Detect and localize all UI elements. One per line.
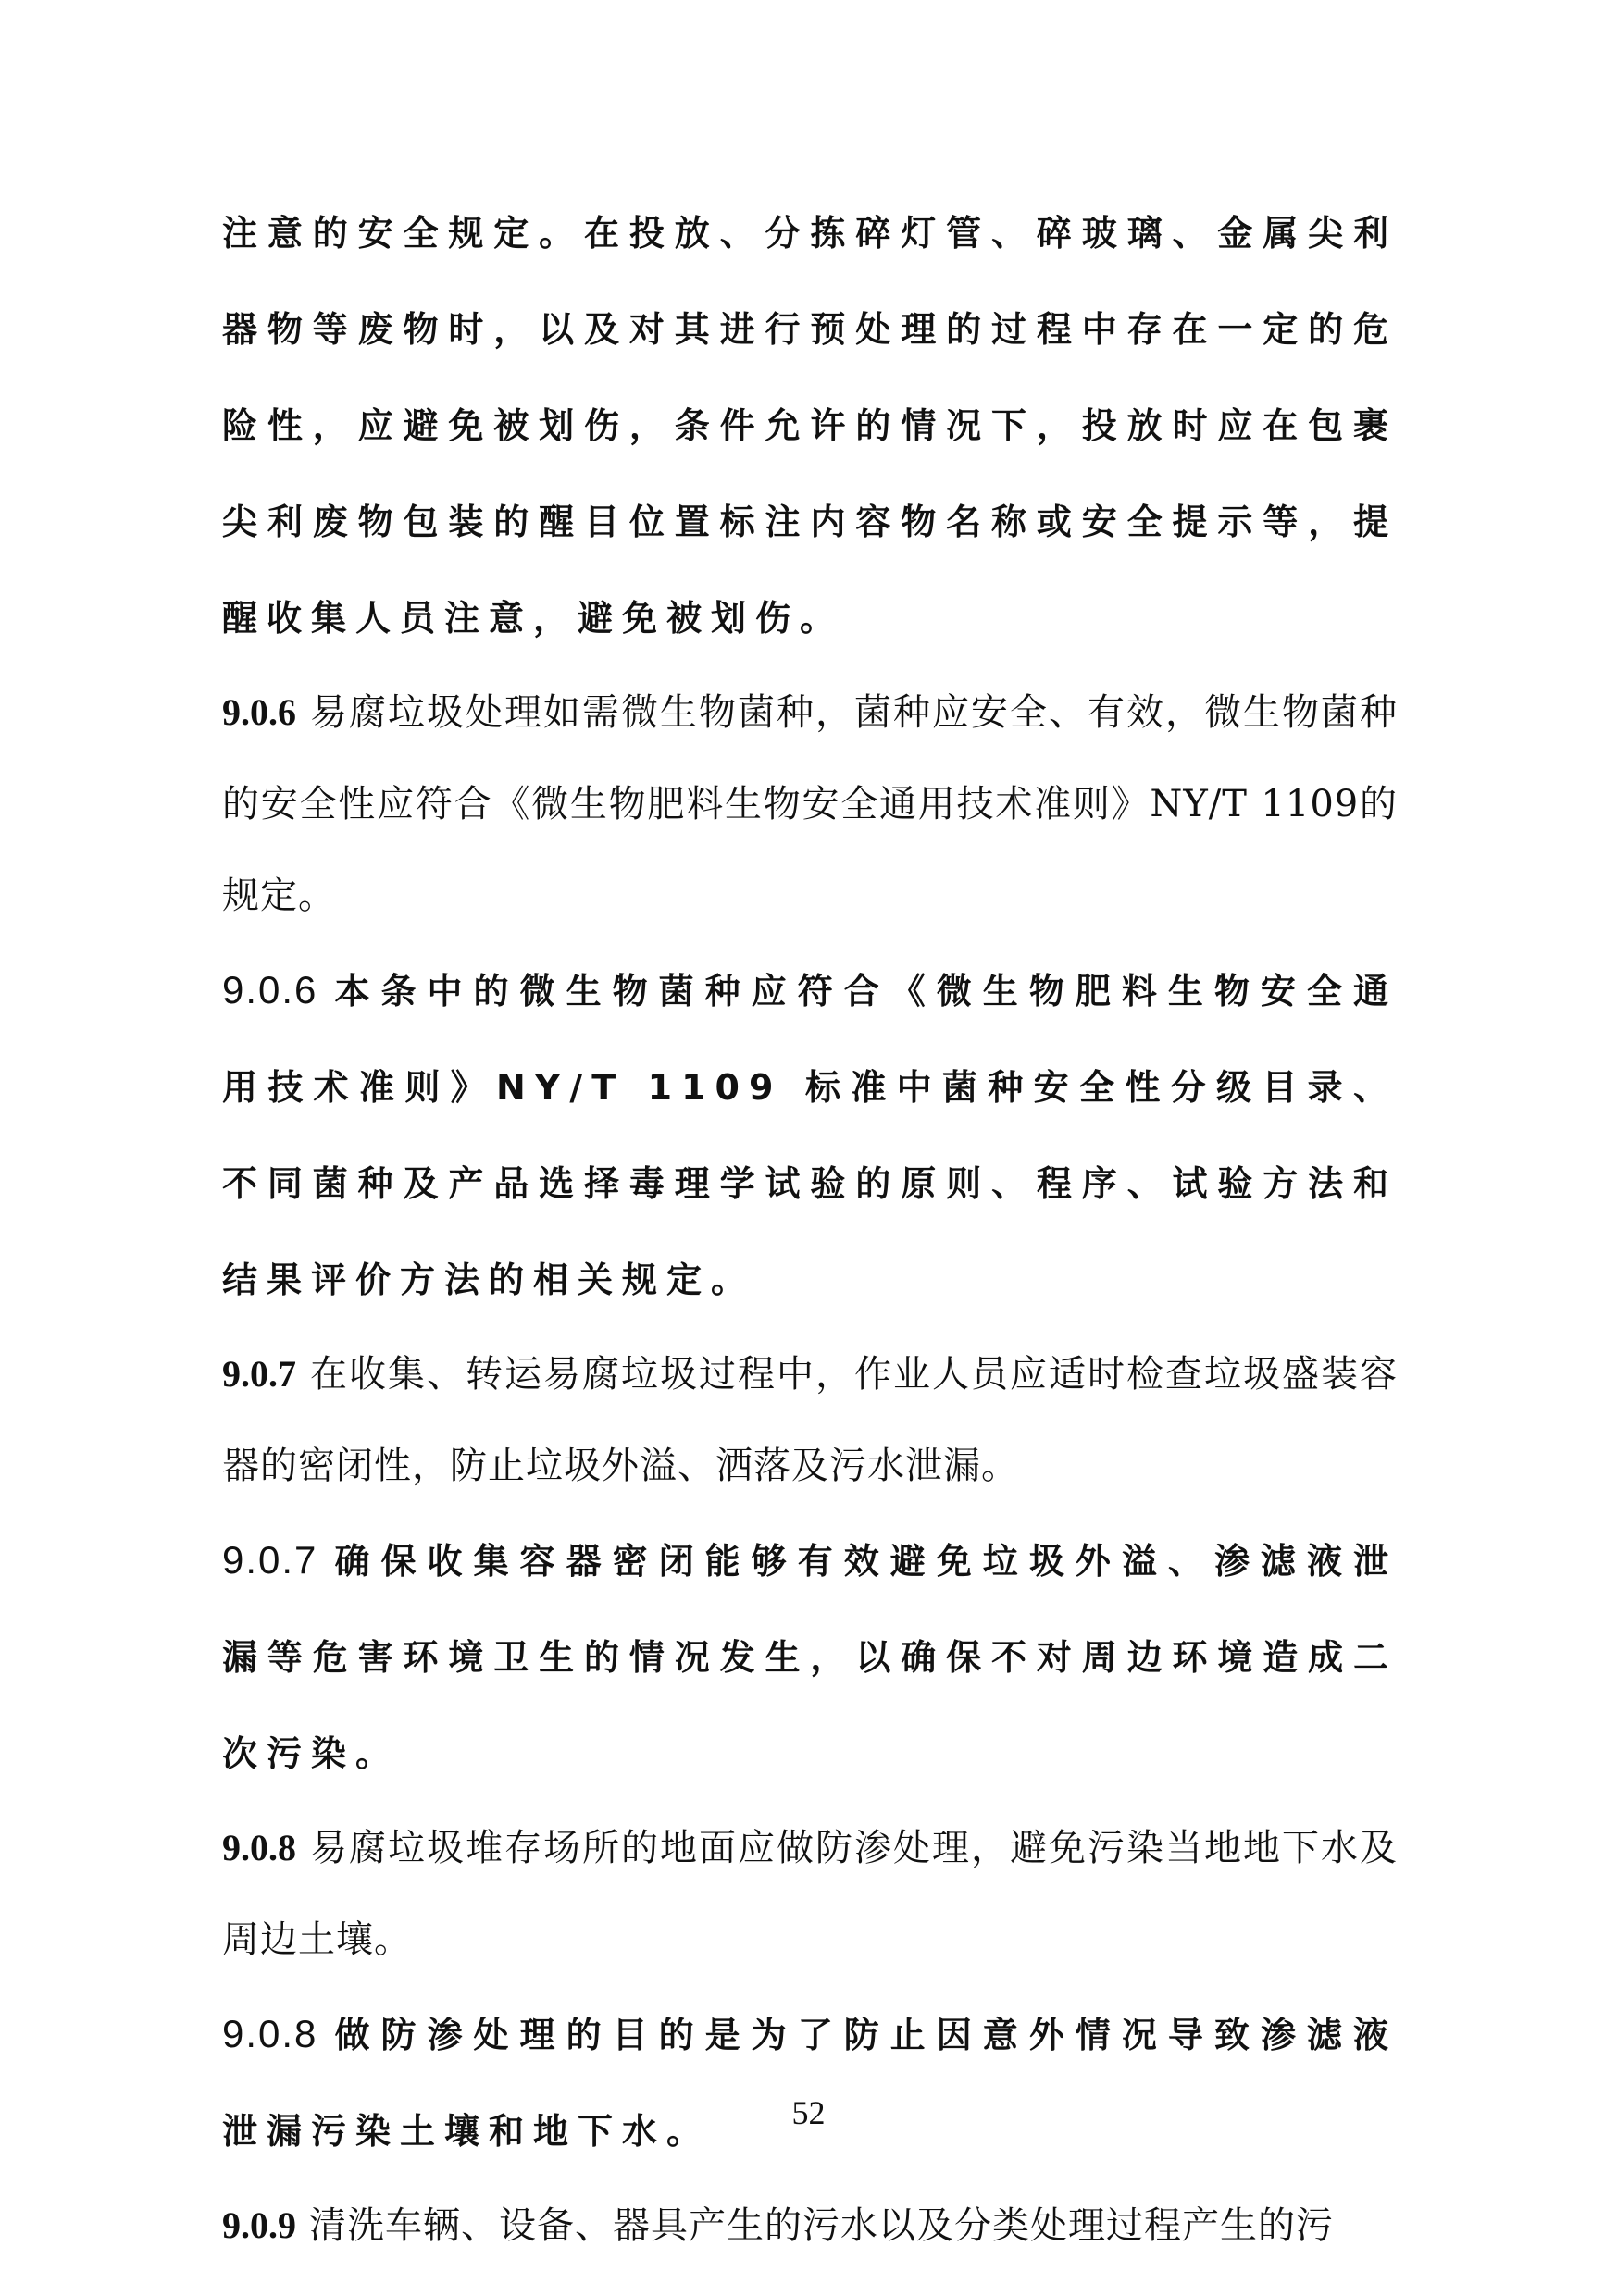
clause-text: 清洗车辆、设备、器具产生的污水以及分类处理过程产生的污 (309, 2204, 1334, 2247)
clause-9-0-9 (222, 2179, 1398, 2272)
commentary-text: 做防渗处理的目的是为了防止因意外情况导致渗滤液泄漏污染土壤和地下水。 (222, 2015, 1398, 2152)
commentary-9-0-7 (222, 1512, 1398, 1802)
document-body (222, 185, 1398, 2247)
commentary-9-0-6 (222, 942, 1398, 1328)
commentary-number: 9.0.8 (222, 2012, 318, 2055)
clause-9-0-7 (222, 1328, 1398, 1512)
clause-text: 易腐垃圾堆存场所的地面应做防渗处理，避免污染当地地下水及周边土壤。 (222, 1827, 1398, 1961)
commentary-number: 9.0.6 (222, 968, 318, 1011)
clause-number: 9.0.7 (222, 1353, 296, 1395)
commentary-text: 确保收集容器密闭能够有效避免垃圾外溢、渗滤液泄漏等危害环境卫生的情况发生，以确保不对周边环境造成二次污染。 (222, 1541, 1398, 1774)
commentary-paragraph (222, 185, 1398, 666)
clause-number: 9.0.8 (222, 1827, 296, 1868)
clause-number: 9.0.6 (222, 691, 296, 733)
commentary-text: 本条中的微生物菌种应符合《微生物肥料生物安全通用技术准则》NY/T 1109 标准中菌种安全性分级目录、不同菌种及产品选择毒理学试验的原则、程序、试验方法和结果评价方法的相关规定。 (222, 971, 1398, 1300)
clause-9-0-8 (222, 1802, 1398, 1986)
clause-9-0-6 (222, 666, 1398, 942)
clause-text: 在收集、转运易腐垃圾过程中，作业人员应适时检查垃圾盛装容器的密闭性，防止垃圾外溢、洒落及污水泄漏。 (222, 1353, 1398, 1487)
page-number: 52 (791, 2094, 826, 2131)
commentary-number: 9.0.7 (222, 1538, 318, 1582)
clause-number: 9.0.9 (222, 2204, 296, 2246)
clause-text: 易腐垃圾处理如需微生物菌种，菌种应安全、有效，微生物菌种的安全性应符合《微生物肥料生物安全通用技术准则》NY/T 1109的规定。 (222, 691, 1398, 917)
commentary-9-0-8 (222, 1986, 1398, 2179)
commentary-text: 注意的安全规定。在投放、分拣碎灯管、碎玻璃、金属尖利器物等废物时，以及对其进行预处理的过程中存在一定的危险性，应避免被划伤，条件允许的情况下，投放时应在包裹尖利废物包装的醒目位置标注内容物名称或安全提示等，提醒收集人员注意，避免被划伤。 (222, 213, 1398, 639)
